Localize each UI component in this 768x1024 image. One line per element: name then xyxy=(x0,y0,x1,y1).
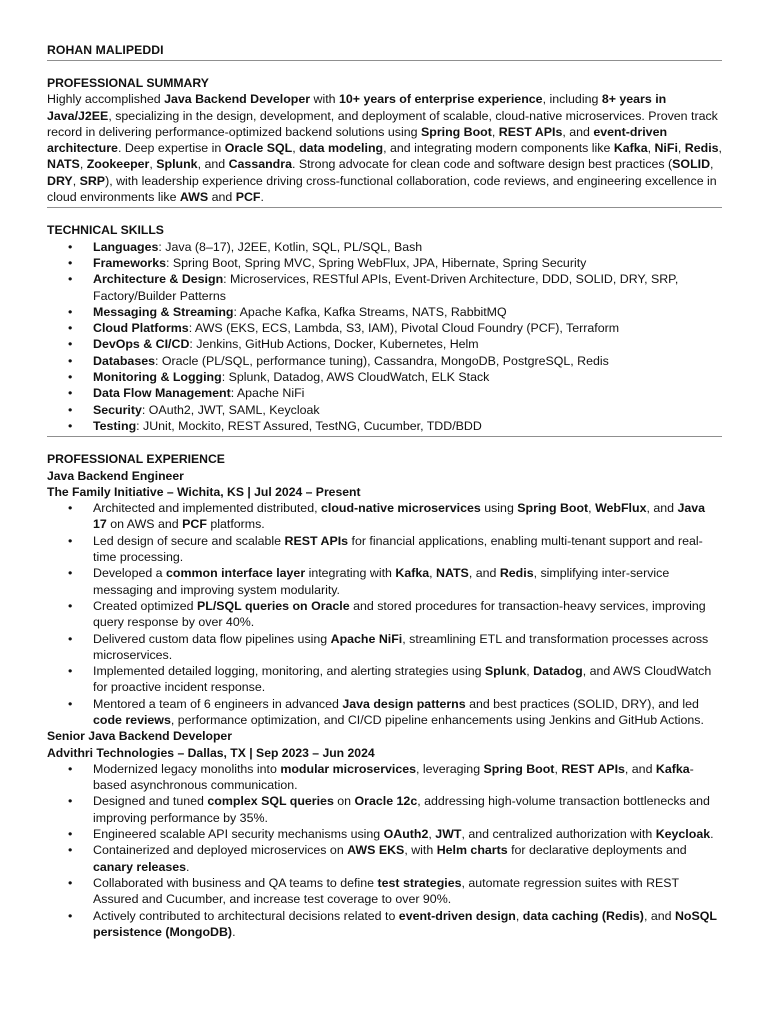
skill-category: Architecture & Design xyxy=(93,272,224,287)
bold-text: Spring Boot xyxy=(517,501,589,516)
text-segment: ), with leadership experience driving cross-functional collaboration, code reviews, and engineering excellence in cloud environments like xyxy=(47,173,717,205)
bold-text: Redis xyxy=(499,566,534,581)
skill-category: Messaging & Streaming xyxy=(93,304,234,319)
bold-text: Helm charts xyxy=(436,843,508,858)
text-segment: Actively contributed to architectural decisions related to xyxy=(93,908,399,923)
text-segment: . xyxy=(710,827,714,842)
bold-text: 8+ years in Java/J2EE xyxy=(47,92,667,123)
job-bullet xyxy=(47,761,722,794)
skill-item xyxy=(47,402,722,418)
text-segment: , xyxy=(710,157,714,172)
bullet-icon: • xyxy=(68,761,73,776)
bold-text: Oracle 12c xyxy=(354,794,418,809)
bullet-icon: • xyxy=(68,337,73,352)
bullet-icon: • xyxy=(68,566,73,581)
bullet-icon: • xyxy=(68,631,73,646)
text-segment: , and xyxy=(197,157,229,172)
bold-text: Keycloak xyxy=(655,827,711,842)
bullet-icon: • xyxy=(68,598,73,613)
text-segment: . xyxy=(260,190,264,205)
skill-item xyxy=(47,304,722,320)
skill-values: : Apache NiFi xyxy=(230,386,305,401)
bullet-icon: • xyxy=(68,533,73,548)
text-segment: , addressing high-volume transaction bottlenecks and improving performance by 35%. xyxy=(93,794,710,825)
text-segment: , xyxy=(718,141,722,156)
candidate-name: ROHAN MALIPEDDI xyxy=(47,43,164,57)
bold-text: Redis xyxy=(684,141,719,156)
bold-text: Splunk xyxy=(156,157,198,172)
job-bullets xyxy=(47,761,722,940)
text-segment: , xyxy=(526,664,534,679)
text-segment: . xyxy=(232,924,236,939)
text-segment: , simplifying inter-service messaging and improving system modularity. xyxy=(93,566,670,597)
skill-category: DevOps & CI/CD xyxy=(93,337,190,352)
bold-text: AWS xyxy=(179,190,209,205)
bold-text: Oracle SQL xyxy=(224,141,293,156)
bold-text: Spring Boot xyxy=(483,761,555,776)
job-role: Java Backend Engineer xyxy=(47,468,184,483)
text-segment: , and xyxy=(468,566,500,581)
job-entry-1 xyxy=(47,468,722,729)
skill-category: Security xyxy=(93,402,142,417)
text-segment: integrating with xyxy=(305,566,396,581)
bold-text: Zookeeper xyxy=(86,157,150,172)
job-bullet xyxy=(47,875,722,908)
bold-text: Java design patterns xyxy=(342,696,466,711)
job-bullet xyxy=(47,842,722,875)
text-segment: -based asynchronous communication. xyxy=(93,761,694,793)
bold-text: PCF xyxy=(235,190,261,205)
bold-text: modular microservices xyxy=(280,761,417,776)
text-segment: , and xyxy=(562,124,594,139)
bold-text: REST APIs xyxy=(561,761,625,776)
bullet-icon: • xyxy=(68,239,73,254)
text-segment: , xyxy=(647,141,655,156)
job-entry-2 xyxy=(47,728,722,940)
skill-values: : Microservices, RESTful APIs, Event-Driven Architecture, DDD, SOLID, DRY, SRP, Factory/Builder Patterns xyxy=(93,272,679,303)
skill-values: : Java (8–17), J2EE, Kotlin, SQL, PL/SQL, Bash xyxy=(158,239,423,254)
text-segment: for declarative deployments and xyxy=(507,843,687,858)
text-segment: , xyxy=(677,141,685,156)
skill-category: Monitoring & Logging xyxy=(93,370,222,385)
skill-item xyxy=(47,336,722,352)
skill-category: Cloud Platforms xyxy=(93,321,189,336)
skills-list xyxy=(47,239,722,435)
bold-text: AWS EKS xyxy=(347,843,405,858)
text-segment: , xyxy=(72,173,80,188)
bold-text: WebFlux xyxy=(595,501,647,516)
text-segment: , xyxy=(428,827,436,842)
text-segment: , specializing in the design, development, and deployment of scalable, cloud-native microservices. Proven track record in delivering performance-optimized backend solutions using xyxy=(47,108,718,139)
bold-text: 10+ years of enterprise experience xyxy=(339,92,543,107)
text-segment: , including xyxy=(542,92,602,107)
bold-text: REST APIs xyxy=(498,124,563,139)
bold-text: Kafka xyxy=(655,761,690,776)
bold-text: Cassandra xyxy=(228,157,292,172)
text-segment: , and xyxy=(646,501,678,516)
skill-values: : Apache Kafka, Kafka Streams, NATS, RabbitMQ xyxy=(233,304,507,319)
skill-category: Frameworks xyxy=(93,255,167,270)
text-segment: , and AWS CloudWatch for proactive incident response. xyxy=(93,664,712,695)
text-segment: and stored procedures for transaction-heavy services, improving query response by over 40%. xyxy=(93,598,706,630)
bold-text: Datadog xyxy=(533,664,583,679)
job-bullet xyxy=(47,533,722,566)
job-company: Advithri Technologies – Dallas, TX | Sep 2023 – Jun 2024 xyxy=(47,745,375,760)
bold-text: NATS xyxy=(436,566,469,581)
job-bullet xyxy=(47,631,722,664)
bold-text: JWT xyxy=(435,827,462,842)
text-segment: , and integrating modern components like xyxy=(383,141,614,156)
bold-text: Splunk xyxy=(484,664,527,679)
bullet-icon: • xyxy=(68,875,73,890)
bullet-icon: • xyxy=(68,321,73,336)
text-segment: , xyxy=(292,141,300,156)
bold-text: data modeling xyxy=(299,141,384,156)
text-segment: , and xyxy=(624,761,656,776)
text-segment: , xyxy=(515,908,523,923)
job-bullet xyxy=(47,793,722,826)
bold-text: NiFi xyxy=(654,141,678,156)
skill-values: : Splunk, Datadog, AWS CloudWatch, ELK Stack xyxy=(221,370,490,385)
text-segment: , automate regression suites with REST Assured and Cucumber, and increase test coverage to over 90%. xyxy=(93,875,679,907)
text-segment: , leveraging xyxy=(416,761,484,776)
bold-text: test strategies xyxy=(377,875,462,890)
bullet-icon: • xyxy=(68,418,73,433)
bullet-icon: • xyxy=(68,908,73,923)
bold-text: event-driven design xyxy=(398,908,516,923)
experience-heading: PROFESSIONAL EXPERIENCE xyxy=(47,452,225,467)
bold-text: Java Backend Developer xyxy=(164,92,311,107)
bullet-icon: • xyxy=(68,370,73,385)
text-segment: Designed and tuned xyxy=(93,794,208,809)
bullet-icon: • xyxy=(68,794,73,809)
job-bullet xyxy=(47,500,722,533)
bold-text: NoSQL persistence (MongoDB) xyxy=(93,908,717,939)
text-segment: Architected and implemented distributed, xyxy=(93,501,321,516)
bold-text: common interface layer xyxy=(166,566,306,581)
skill-item xyxy=(47,255,722,271)
text-segment: , xyxy=(491,124,499,139)
summary-heading: PROFESSIONAL SUMMARY xyxy=(47,76,209,90)
bullet-icon: • xyxy=(68,255,73,270)
bold-text: SOLID xyxy=(672,157,711,172)
bullet-icon: • xyxy=(68,827,73,842)
skill-category: Databases xyxy=(93,353,155,368)
skill-values: : OAuth2, JWT, SAML, Keycloak xyxy=(141,402,320,417)
bold-text: DRY xyxy=(47,173,73,188)
job-bullet xyxy=(47,663,722,696)
skill-category: Testing xyxy=(93,418,137,433)
text-segment: Created optimized xyxy=(93,598,197,613)
text-segment: Mentored a team of 6 engineers in advanced xyxy=(93,696,343,711)
job-bullet xyxy=(47,598,722,631)
skill-category: Languages xyxy=(93,239,159,254)
bullet-icon: • xyxy=(68,664,73,679)
job-bullets xyxy=(47,500,722,728)
text-segment: . xyxy=(186,859,190,874)
bullet-icon: • xyxy=(68,501,73,516)
text-segment: . Strong advocate for clean code and software design best practices ( xyxy=(291,157,673,172)
bold-text: Spring Boot xyxy=(420,124,492,139)
text-segment: Collaborated with business and QA teams to define xyxy=(93,875,378,890)
skill-values: : JUnit, Mockito, REST Assured, TestNG, Cucumber, TDD/BDD xyxy=(136,418,482,433)
bullet-icon: • xyxy=(68,386,73,401)
text-segment: and best practices (SOLID, DRY), and led xyxy=(465,696,699,711)
bold-text: canary releases xyxy=(93,859,187,874)
skill-values: : AWS (EKS, ECS, Lambda, S3, IAM), Pivotal Cloud Foundry (PCF), Terraform xyxy=(188,321,620,336)
bold-text: PL/SQL queries on Oracle xyxy=(197,598,350,613)
bold-text: data caching (Redis) xyxy=(522,908,644,923)
text-segment: for financial applications, enabling multi-tenant support and real-time processing. xyxy=(93,533,703,565)
text-segment: . Deep expertise in xyxy=(117,141,225,156)
job-bullet xyxy=(47,826,722,842)
bold-text: cloud-native microservices xyxy=(320,501,481,516)
text-segment: and xyxy=(208,190,236,205)
skill-item xyxy=(47,239,722,255)
bold-text: Kafka xyxy=(395,566,430,581)
skill-item xyxy=(47,353,722,369)
bullet-icon: • xyxy=(68,843,73,858)
text-segment: on xyxy=(333,794,355,809)
bold-text: NATS xyxy=(47,157,80,172)
text-segment: , performance optimization, and CI/CD pipeline enhancements using Jenkins and GitHub Actions. xyxy=(170,712,704,727)
text-segment: , and centralized authorization with xyxy=(461,827,656,842)
text-segment: , with xyxy=(404,843,437,858)
bullet-icon: • xyxy=(68,272,73,287)
bold-text: event-driven architecture xyxy=(47,124,668,156)
skill-item xyxy=(47,418,722,434)
bold-text: SRP xyxy=(79,173,106,188)
text-segment: Engineered scalable API security mechanisms using xyxy=(93,827,384,842)
job-bullet xyxy=(47,908,722,941)
text-segment: , streamlining ETL and transformation processes across microservices. xyxy=(93,631,709,662)
text-segment: using xyxy=(480,501,518,516)
bold-text: OAuth2 xyxy=(383,827,429,842)
skill-values: : Oracle (PL/SQL, performance tuning), Cassandra, MongoDB, PostgreSQL, Redis xyxy=(155,353,609,368)
bold-text: Kafka xyxy=(613,141,648,156)
skill-item xyxy=(47,271,722,304)
skill-item xyxy=(47,385,722,401)
bullet-icon: • xyxy=(68,402,73,417)
bullet-icon: • xyxy=(68,353,73,368)
skill-item xyxy=(47,320,722,336)
skill-values: : Spring Boot, Spring MVC, Spring WebFlux, JPA, Hibernate, Spring Security xyxy=(166,255,587,270)
text-segment: Delivered custom data flow pipelines using xyxy=(93,631,331,646)
text-segment: Developed a xyxy=(93,566,167,581)
text-segment: , xyxy=(429,566,437,581)
bullet-icon: • xyxy=(68,304,73,319)
text-segment: , xyxy=(554,761,562,776)
job-bullet xyxy=(47,565,722,598)
text-segment: Highly accomplished xyxy=(47,92,165,107)
resume-page xyxy=(47,42,722,940)
text-segment: Modernized legacy monoliths into xyxy=(93,761,281,776)
bold-text: PCF xyxy=(182,517,207,532)
job-role: Senior Java Backend Developer xyxy=(47,729,232,744)
bold-text: Java 17 xyxy=(93,501,706,532)
text-segment: on AWS and xyxy=(106,517,183,532)
text-segment: , xyxy=(588,501,596,516)
text-segment: , and xyxy=(643,908,675,923)
text-segment: platforms. xyxy=(206,517,265,532)
summary-paragraph xyxy=(47,91,722,205)
bullet-icon: • xyxy=(68,696,73,711)
bold-text: REST APIs xyxy=(284,533,349,548)
bold-text: complex SQL queries xyxy=(207,794,334,809)
skill-category: Data Flow Management xyxy=(93,386,231,401)
bold-text: Apache NiFi xyxy=(330,631,403,646)
job-bullet xyxy=(47,696,722,729)
job-company: The Family Initiative – Wichita, KS | Jul 2024 – Present xyxy=(47,484,361,499)
skills-heading: TECHNICAL SKILLS xyxy=(47,223,164,238)
bold-text: code reviews xyxy=(93,712,171,727)
text-segment: Implemented detailed logging, monitoring, and alerting strategies using xyxy=(93,664,485,679)
text-segment: with xyxy=(310,92,340,107)
skill-values: : Jenkins, GitHub Actions, Docker, Kubernetes, Helm xyxy=(189,337,479,352)
skill-item xyxy=(47,369,722,385)
text-segment: Containerized and deployed microservices on xyxy=(93,843,348,858)
text-segment: , xyxy=(79,157,87,172)
text-segment: Led design of secure and scalable xyxy=(93,533,285,548)
text-segment: , xyxy=(149,157,157,172)
